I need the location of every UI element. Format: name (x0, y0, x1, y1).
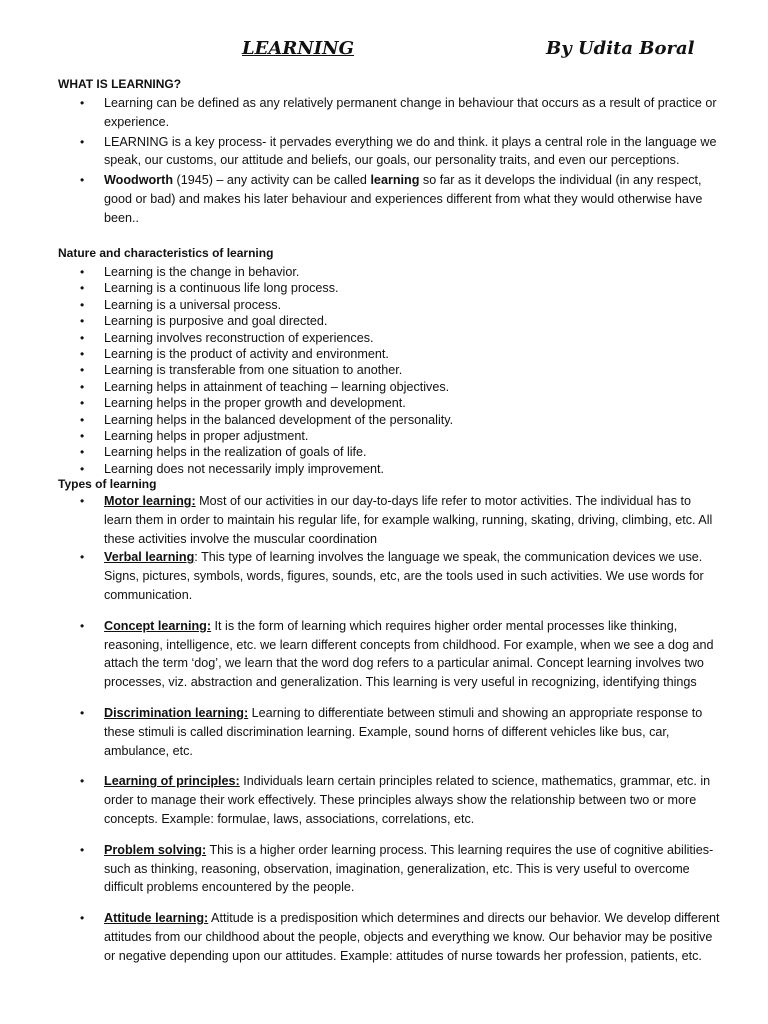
types-list (0, 492, 768, 966)
section-heading-what-is-learning: WHAT IS LEARNING? (58, 77, 182, 91)
list-item: • Learning involves reconstruction of experiences. (0, 330, 501, 346)
list-item: • Learning helps in attainment of teaching – learning objectives. (0, 379, 501, 395)
woodworth-bold: Woodworth (104, 173, 174, 188)
list-item: • Learning can be defined as any relatively permanent change in behaviour that occurs as a result of practice or experience. (0, 94, 768, 132)
list-item: • Learning is the product of activity and environment. (0, 346, 501, 362)
section-heading-nature: Nature and characteristics of learning (58, 246, 274, 260)
list-item: • Learning helps in the realization of goals of life. (0, 444, 501, 460)
list-item: • Learning is transferable from one situation to another. (0, 362, 501, 378)
list-item: • Learning is purposive and goal directed. (0, 313, 501, 329)
list-item: • Learning helps in the proper growth and development. (0, 395, 501, 411)
list-item: • Verbal learning: This type of learning involves the language we speak, the communication devices we use. Signs, pictures, symbols, words, figures, sounds, etc, are the tools used in such activities. We use words for communication. (0, 548, 768, 604)
document-author: By Udita Boral (546, 38, 695, 59)
list-item: • Learning is a continuous life long process. (0, 280, 501, 296)
list-item: • LEARNING is a key process- it pervades everything we do and think. it plays a central role in the language we speak, our customs, our attitude and beliefs, our goals, our personality traits, and even our perceptions. (0, 133, 768, 171)
list-item: • Learning does not necessarily imply improvement. (0, 461, 501, 477)
section-heading-types: Types of learning (58, 477, 157, 491)
list-item: • Learning of principles: Individuals learn certain principles related to science, mathematics, grammar, etc. in order to manage their work effectively. These principles always show the relationship between two or more concepts. Example: formulae, laws, associations, correlations, etc. (0, 772, 768, 828)
list-item: • Learning is the change in behavior. (0, 264, 501, 280)
list-item: • Attitude learning: Attitude is a predisposition which determines and directs our behavior. We develop different attitudes from our childhood about the people, objects and everything we know. Our behavior may be positive or negative depending upon our attitudes. Example: attitudes of nurse towards her profession, patients, etc. (0, 909, 768, 965)
list-item: • Learning helps in the balanced development of the personality. (0, 412, 501, 428)
list-item: • Motor learning: Most of our activities in our day-to-days life refer to motor activities. The individual has to learn them in order to maintain his regular life, for example walking, running, skating, driving, climbing, etc. All these activities involve the muscular coordination (0, 492, 768, 548)
list-item: • Problem solving: This is a higher order learning process. This learning requires the use of cognitive abilities-such as thinking, reasoning, observation, imagination, generalization, etc. This is very useful to overcome difficult problems encountered by the people. (0, 841, 768, 897)
list-item: • Concept learning: It is the form of learning which requires higher order mental processes like thinking, reasoning, intelligence, etc. we learn different concepts from childhood. For example, when we see a dog and attach the term ‘dog’, we learn that the word dog refers to a particular animal. Concept learning involves two processes, viz. abstraction and generalization. This learning is very useful in recognizing, identifying things (0, 617, 768, 692)
term-label: Discrimination learning: (104, 705, 249, 720)
list-item: • Learning is a universal process. (0, 297, 501, 313)
list-item: • Discrimination learning: Learning to differentiate between stimuli and showing an appropriate response to these stimuli is called discrimination learning. Example, sound horns of different vehicles like bus, car, ambulance, etc. (0, 704, 768, 760)
term-label: Learning of principles: (104, 774, 240, 789)
learning-bold: learning (370, 173, 420, 188)
list-item: • Woodworth (1945) – any activity can be called learning so far as it develops the individual (in any respect, good or bad) and makes his later behaviour and experiences different from what they would otherwise have been.. (0, 171, 768, 227)
term-label: Verbal learning (104, 550, 195, 565)
list-item: • Learning helps in proper adjustment. (0, 428, 501, 444)
document-title: LEARNING (242, 38, 354, 59)
term-label: Motor learning: (104, 494, 196, 508)
nature-list (0, 264, 501, 477)
term-label: Concept learning: (104, 618, 212, 633)
term-label: Problem solving: (104, 842, 207, 857)
term-label: Attitude learning: (104, 911, 209, 926)
definition-list (0, 94, 768, 229)
